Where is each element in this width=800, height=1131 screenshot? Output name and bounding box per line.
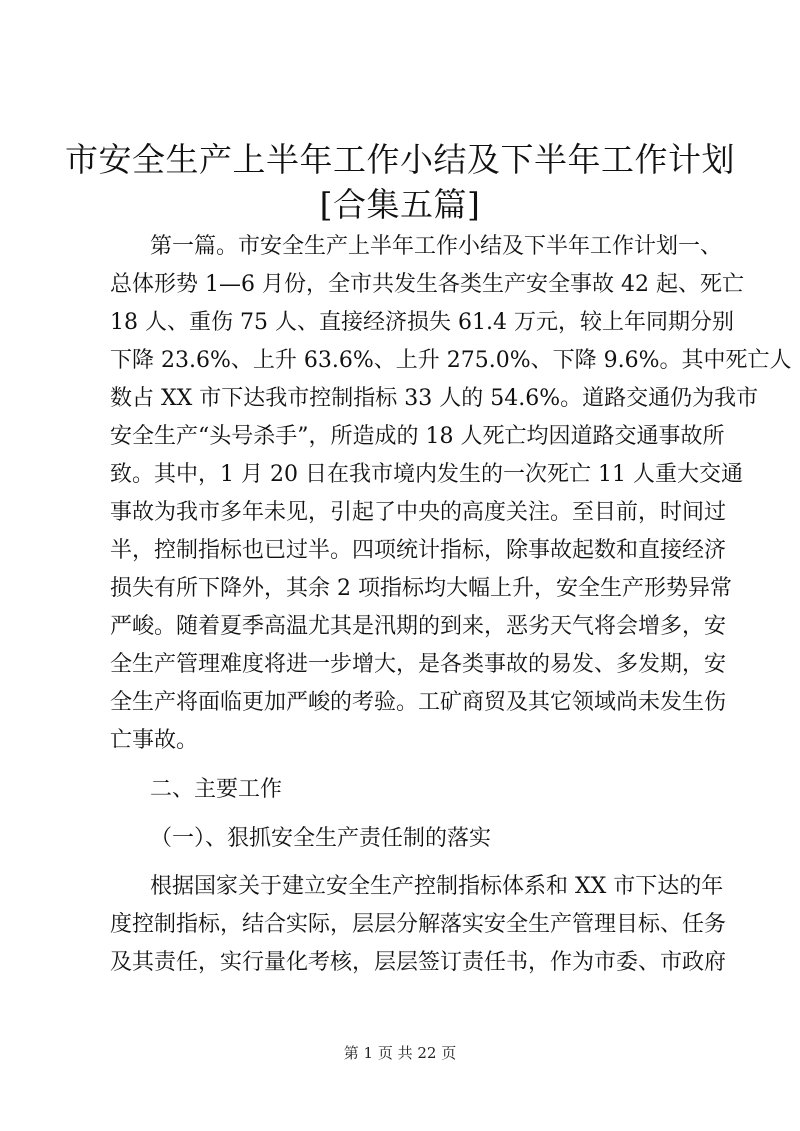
body-text-line: 全生产将面临更加严峻的考验。工矿商贸及其它领域尚未发生伤 — [110, 690, 727, 715]
body-text-line: 安全生产“头号杀手”，所造成的 18 人死亡均因道路交通事故所 — [110, 424, 725, 449]
page-number-footer: 第 1 页 共 22 页 — [343, 1044, 457, 1062]
body-text-line: 数占 XX 市下达我市控制指标 33 人的 54.6%。道路交通仍为我市 — [110, 386, 759, 411]
body-text-line: 根据国家关于建立安全生产控制指标体系和 XX 市下达的年 — [150, 874, 724, 899]
body-text-line: 下降 23.6%、上升 63.6%、上升 275.0%、下降 9.6%。其中死亡人 — [110, 348, 792, 373]
body-text-line: 全生产管理难度将进一步增大，是各类事故的易发、多发期，安 — [110, 652, 727, 677]
body-text-line: 亡事故。 — [110, 728, 199, 753]
section-heading: 二、主要工作 — [150, 777, 283, 802]
document-title-line-1: 市安全生产上半年工作小结及下半年工作计划 — [65, 140, 735, 179]
body-text-line: 18 人、重伤 75 人、直接经济损失 61.4 万元，较上年同期分别 — [110, 310, 734, 335]
body-text-line: 第一篇。市安全生产上半年工作小结及下半年工作计划一、 — [150, 234, 723, 259]
body-text-line: 损失有所下降外，其余 2 项指标均大幅上升，安全生产形势异常 — [110, 576, 732, 601]
body-text-line: 度控制指标，结合实际，层层分解落实安全生产管理目标、任务 — [110, 912, 727, 937]
body-text-line: 总体形势 1—6 月份，全市共发生各类生产安全事故 42 起、死亡 — [110, 272, 744, 297]
document-title-line-2: [合集五篇] — [319, 185, 481, 224]
body-text-line: 及其责任，实行量化考核，层层签订责任书，作为市委、市政府 — [110, 950, 727, 975]
body-text-line: 事故为我市多年未见，引起了中央的高度关注。至目前，时间过 — [110, 500, 727, 525]
subsection-heading: （一）、狠抓安全生产责任制的落实 — [150, 826, 492, 851]
body-text-line: 致。其中，1 月 20 日在我市境内发生的一次死亡 11 人重大交通 — [110, 462, 743, 487]
body-text-line: 严峻。随着夏季高温尤其是汛期的到来，恶劣天气将会增多，安 — [110, 614, 727, 639]
body-text-line: 半，控制指标也已过半。四项统计指标，除事故起数和直接经济 — [110, 538, 727, 563]
